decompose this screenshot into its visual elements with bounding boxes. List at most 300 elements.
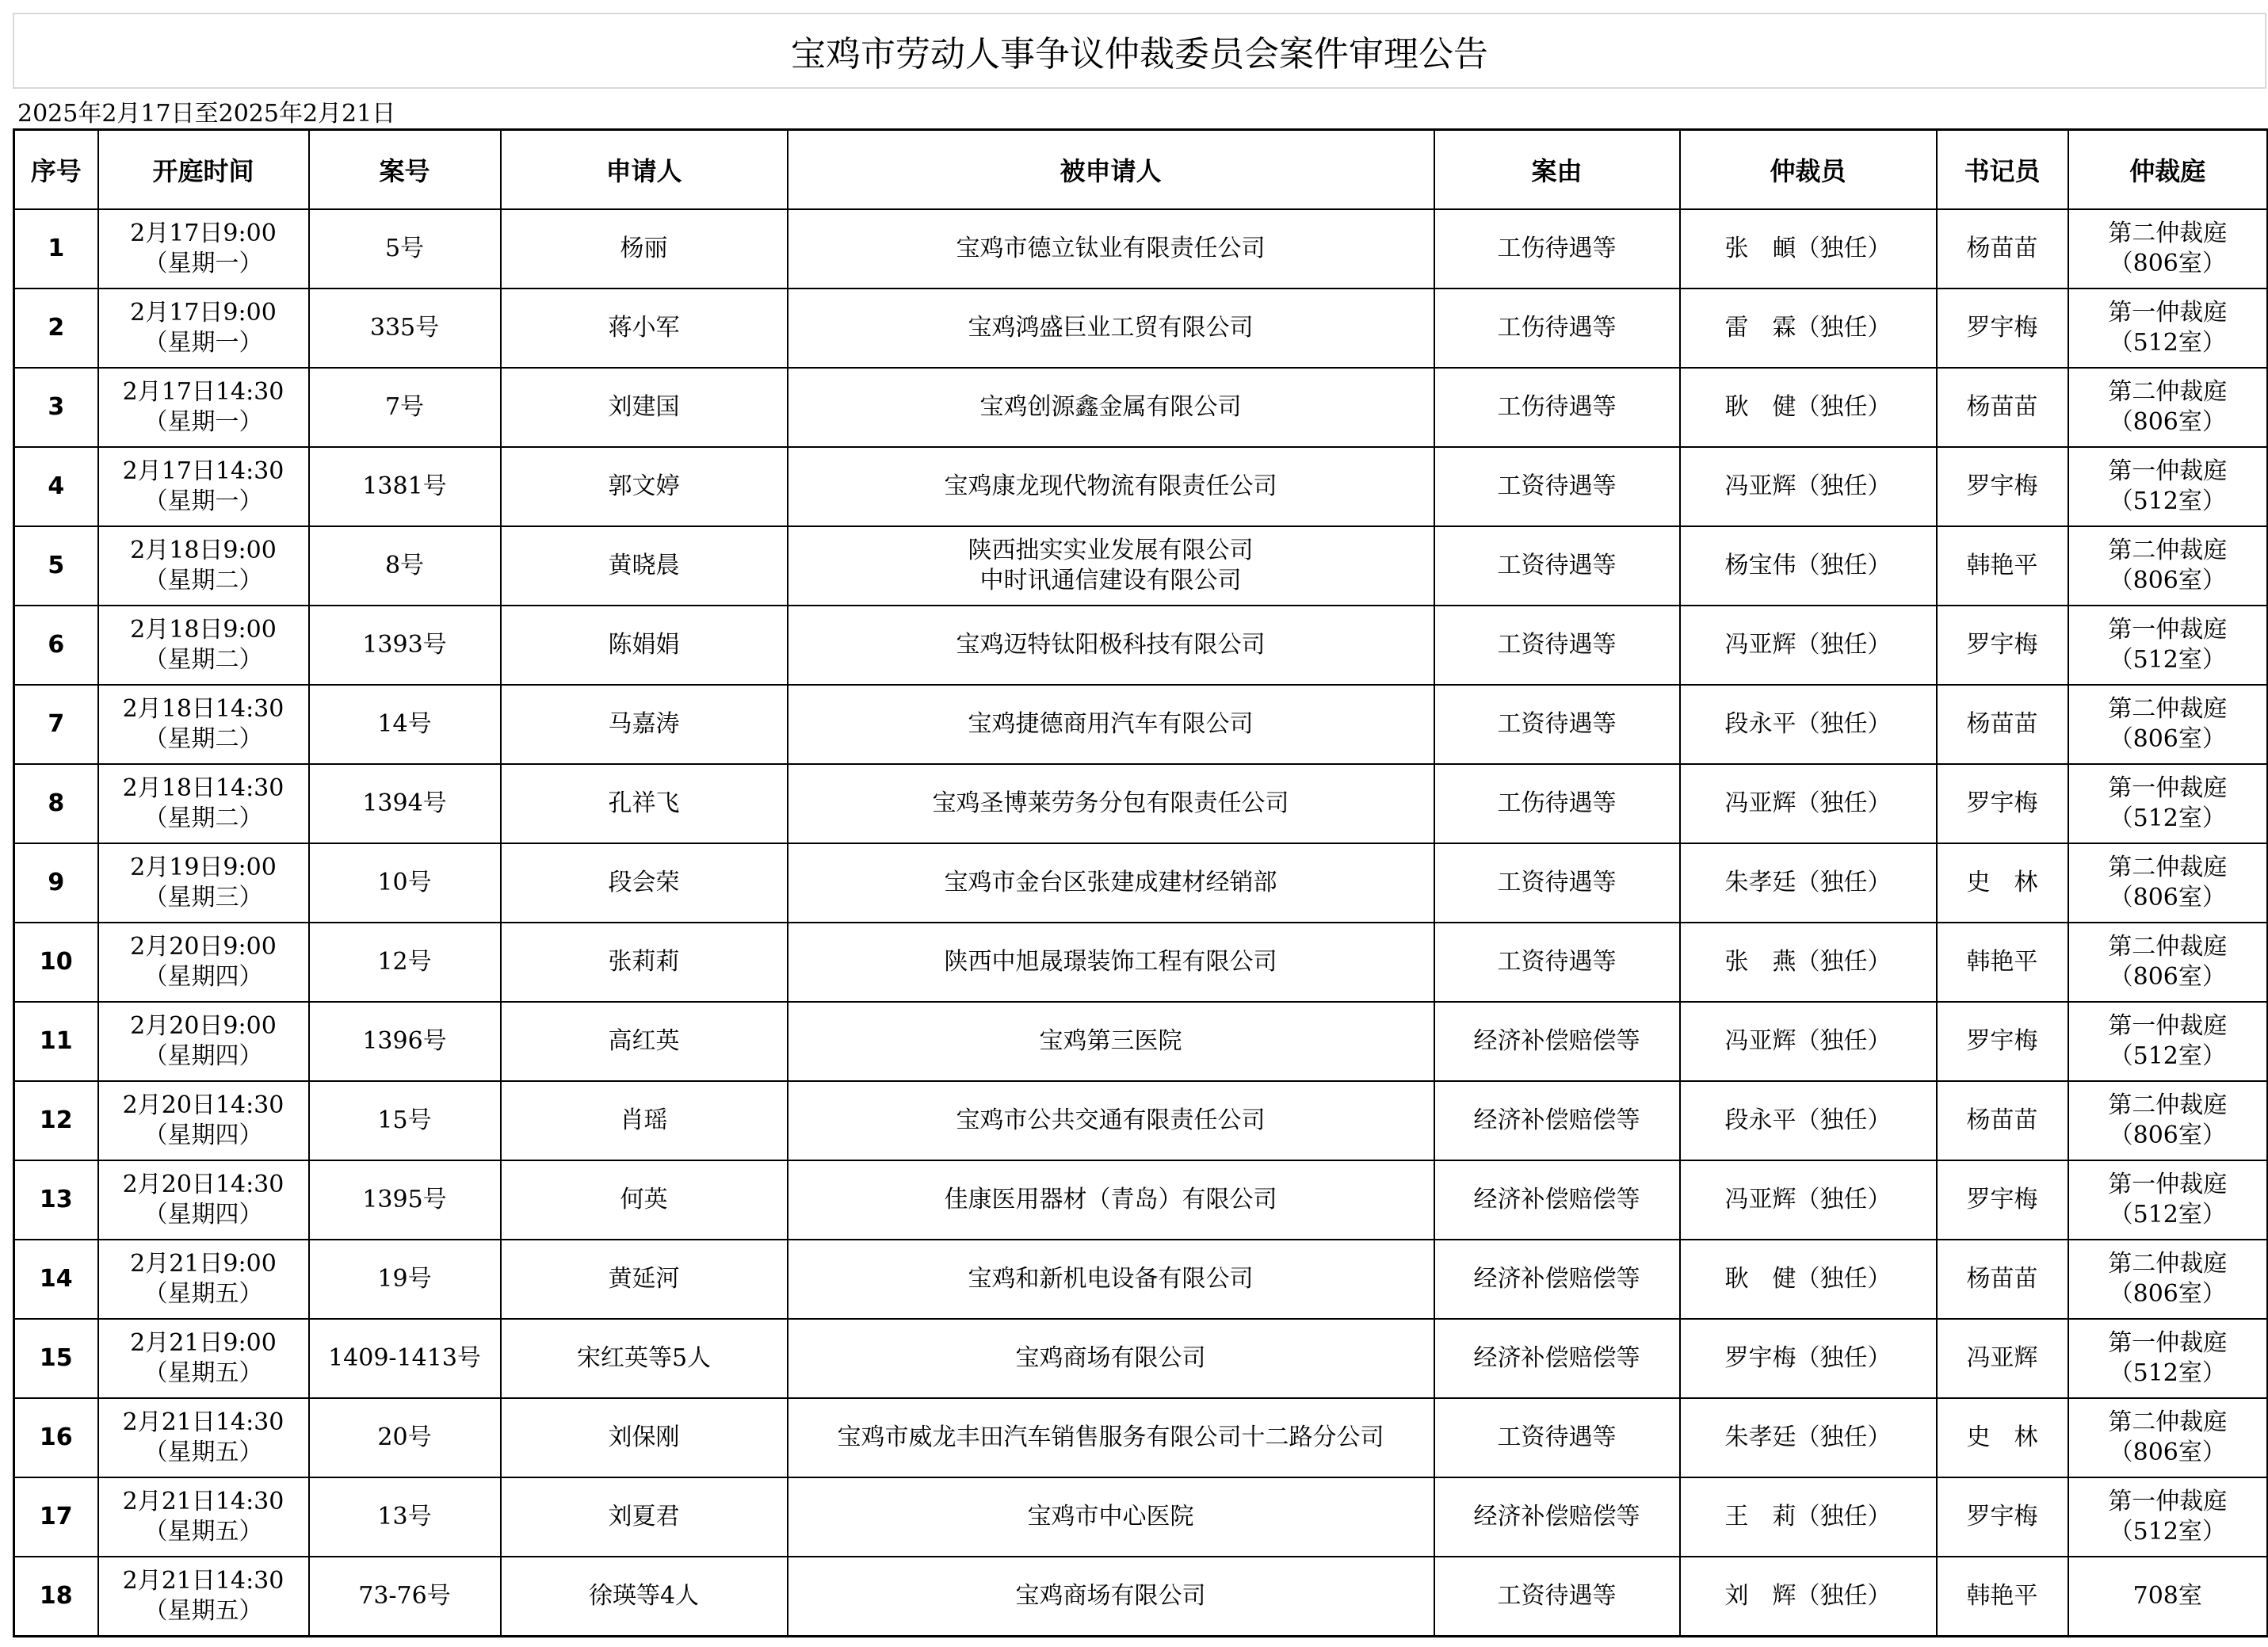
room-text: （512室） — [2109, 804, 2226, 832]
cell-court — [2068, 606, 2268, 685]
cell-arbitrator — [1680, 1240, 1937, 1319]
cell-court — [2068, 1557, 2268, 1637]
seq-text: 3 — [48, 393, 65, 421]
room-text: （806室） — [2109, 1439, 2226, 1466]
respondent-text: 宝鸡和新机电设备有限公司 — [968, 1265, 1254, 1293]
arbitrator-text: 罗宇梅（独任） — [1724, 1344, 1892, 1372]
cell-cause — [1434, 368, 1680, 447]
cell-arbitrator — [1680, 764, 1937, 843]
case-no-text: 1393号 — [362, 631, 447, 659]
weekday-text: （星期五） — [143, 1518, 263, 1546]
hearing-time-text: 2月17日9:00 — [130, 299, 277, 327]
cell-seq — [14, 1557, 98, 1637]
hearing-time-text: 2月19日9:00 — [130, 854, 277, 881]
cell-case-no — [309, 764, 501, 843]
applicant-text: 陈娟娟 — [608, 631, 680, 659]
seq-text: 12 — [39, 1106, 73, 1134]
respondent-text-2: 中时讯通信建设有限公司 — [979, 567, 1242, 594]
date-range: 2025年2月17日至2025年2月21日 — [17, 100, 396, 128]
room-text: （512室） — [2109, 1359, 2226, 1387]
respondent-text: 宝鸡圣博莱劳务分包有限责任公司 — [932, 789, 1289, 817]
applicant-text: 刘保刚 — [608, 1423, 680, 1451]
court-text: 第一仲裁庭 — [2108, 1329, 2228, 1357]
cell-hearing-time — [98, 1002, 309, 1081]
cell-applicant — [501, 1240, 788, 1319]
hearing-schedule-table — [13, 128, 2268, 1637]
clerk-text: 罗宇梅 — [1966, 314, 2038, 342]
cell-case-no — [309, 1002, 501, 1081]
cell-applicant — [501, 1319, 788, 1398]
room-text: （806室） — [2109, 725, 2226, 753]
announcement-sheet — [13, 13, 2266, 1644]
page-title: 宝鸡市劳动人事争议仲裁委员会案件审理公告 — [13, 13, 2266, 89]
cell-court — [2068, 685, 2268, 764]
cell-respondent — [788, 1240, 1434, 1319]
weekday-text: （星期五） — [143, 1280, 263, 1308]
seq-text: 1 — [48, 235, 65, 262]
cell-clerk — [1937, 1319, 2068, 1398]
cell-hearing-time — [98, 1240, 309, 1319]
clerk-text: 罗宇梅 — [1966, 1027, 2038, 1055]
arbitrator-text: 冯亚辉（独任） — [1724, 631, 1892, 659]
cell-seq — [14, 447, 98, 526]
applicant-text: 刘建国 — [608, 393, 680, 421]
cell-court — [2068, 1002, 2268, 1081]
court-text: 第二仲裁庭 — [2108, 537, 2228, 564]
court-text: 第一仲裁庭 — [2108, 1012, 2228, 1040]
cell-hearing-time — [98, 289, 309, 368]
cell-hearing-time — [98, 1477, 309, 1557]
cell-cause — [1434, 1081, 1680, 1160]
court-text: 第一仲裁庭 — [2108, 299, 2228, 327]
table-row — [14, 1002, 2268, 1081]
cell-clerk — [1937, 923, 2068, 1002]
cell-seq — [14, 1240, 98, 1319]
cell-seq — [14, 289, 98, 368]
respondent-text: 宝鸡市中心医院 — [1027, 1503, 1194, 1530]
room-text: （512室） — [2109, 487, 2226, 515]
case-no-text: 10号 — [377, 869, 432, 896]
cell-arbitrator — [1680, 209, 1937, 289]
cell-case-no — [309, 368, 501, 447]
seq-text: 5 — [48, 552, 65, 579]
cell-clerk — [1937, 764, 2068, 843]
respondent-text: 宝鸡迈特钛阳极科技有限公司 — [956, 631, 1266, 659]
case-no-text: 13号 — [377, 1503, 432, 1530]
table-row — [14, 923, 2268, 1002]
arbitrator-text: 张 燕（独任） — [1724, 948, 1892, 976]
respondent-text: 陕西拙实实业发展有限公司 — [968, 537, 1254, 564]
hearing-time-text: 2月21日14:30 — [122, 1567, 284, 1595]
room-text: （806室） — [2109, 408, 2226, 436]
case-no-text: 1396号 — [362, 1027, 447, 1055]
clerk-text: 杨苗苗 — [1966, 710, 2038, 738]
cell-case-no — [309, 526, 501, 606]
seq-text: 9 — [48, 869, 65, 896]
cell-clerk — [1937, 1081, 2068, 1160]
cell-case-no — [309, 209, 501, 289]
weekday-text: （星期五） — [143, 1359, 263, 1387]
cell-respondent — [788, 923, 1434, 1002]
room-text: （806室） — [2109, 250, 2226, 277]
court-text: 第一仲裁庭 — [2108, 616, 2228, 644]
cell-arbitrator — [1680, 606, 1937, 685]
table-row — [14, 209, 2268, 289]
cell-applicant — [501, 843, 788, 923]
cell-respondent — [788, 1160, 1434, 1240]
table-row — [14, 1398, 2268, 1477]
cell-hearing-time — [98, 1398, 309, 1477]
cell-applicant — [501, 209, 788, 289]
column-header-clerk: 书记员 — [1937, 130, 2068, 210]
cause-text: 工资待遇等 — [1497, 948, 1617, 976]
cell-court — [2068, 289, 2268, 368]
cell-arbitrator — [1680, 526, 1937, 606]
cause-text: 工资待遇等 — [1497, 869, 1617, 896]
cell-arbitrator — [1680, 1319, 1937, 1398]
cell-case-no — [309, 606, 501, 685]
applicant-text: 蒋小军 — [608, 314, 680, 342]
weekday-text: （星期二） — [143, 804, 263, 832]
cell-case-no — [309, 289, 501, 368]
cell-case-no — [309, 1081, 501, 1160]
cause-text: 工资待遇等 — [1497, 472, 1617, 500]
cell-clerk — [1937, 1160, 2068, 1240]
room-text: （806室） — [2109, 567, 2226, 594]
cell-applicant — [501, 764, 788, 843]
cell-applicant — [501, 606, 788, 685]
cell-court — [2068, 923, 2268, 1002]
room-text: （512室） — [2109, 1201, 2226, 1229]
table-row — [14, 1240, 2268, 1319]
case-no-text: 5号 — [384, 235, 425, 262]
cell-respondent — [788, 1319, 1434, 1398]
arbitrator-text: 冯亚辉（独任） — [1724, 1186, 1892, 1213]
case-no-text: 19号 — [377, 1265, 432, 1293]
cell-clerk — [1937, 526, 2068, 606]
cell-applicant — [501, 1477, 788, 1557]
cell-cause — [1434, 1398, 1680, 1477]
cell-clerk — [1937, 209, 2068, 289]
cell-case-no — [309, 843, 501, 923]
arbitrator-text: 王 莉（独任） — [1724, 1503, 1892, 1530]
seq-text: 8 — [48, 789, 65, 817]
cell-applicant — [501, 368, 788, 447]
hearing-time-text: 2月20日14:30 — [122, 1171, 284, 1198]
cell-applicant — [501, 1557, 788, 1637]
arbitrator-text: 刘 辉（独任） — [1724, 1582, 1892, 1610]
cell-hearing-time — [98, 685, 309, 764]
cell-arbitrator — [1680, 447, 1937, 526]
respondent-text: 宝鸡市德立钛业有限责任公司 — [956, 235, 1266, 262]
case-no-text: 14号 — [377, 710, 432, 738]
cell-hearing-time — [98, 447, 309, 526]
hearing-time-text: 2月18日14:30 — [122, 774, 284, 802]
applicant-text: 张莉莉 — [608, 948, 680, 976]
cell-clerk — [1937, 1557, 2068, 1637]
cell-cause — [1434, 526, 1680, 606]
clerk-text: 罗宇梅 — [1966, 631, 2038, 659]
hearing-time-text: 2月18日9:00 — [130, 537, 277, 564]
room-text: （806室） — [2109, 884, 2226, 911]
seq-text: 13 — [39, 1186, 73, 1213]
table-row — [14, 764, 2268, 843]
weekday-text: （星期二） — [143, 725, 263, 753]
clerk-text: 韩艳平 — [1966, 948, 2038, 976]
court-text: 第一仲裁庭 — [2108, 774, 2228, 802]
cell-cause — [1434, 1319, 1680, 1398]
cause-text: 经济补偿赔偿等 — [1473, 1265, 1640, 1293]
cell-case-no — [309, 1477, 501, 1557]
court-text: 第二仲裁庭 — [2108, 378, 2228, 406]
cell-clerk — [1937, 289, 2068, 368]
cell-respondent — [788, 764, 1434, 843]
room-text: （512室） — [2109, 1518, 2226, 1546]
cell-seq — [14, 764, 98, 843]
cell-cause — [1434, 923, 1680, 1002]
column-header-hearing-time: 开庭时间 — [98, 130, 309, 210]
hearing-time-text: 2月20日9:00 — [130, 1012, 277, 1040]
column-header-court: 仲裁庭 — [2068, 130, 2268, 210]
cell-arbitrator — [1680, 1160, 1937, 1240]
cell-court — [2068, 447, 2268, 526]
cell-cause — [1434, 1160, 1680, 1240]
cause-text: 工资待遇等 — [1497, 552, 1617, 579]
arbitrator-text: 耿 健（独任） — [1724, 393, 1892, 421]
seq-text: 14 — [39, 1265, 73, 1293]
cell-court — [2068, 1081, 2268, 1160]
respondent-text: 宝鸡鸿盛巨业工贸有限公司 — [968, 314, 1254, 342]
cell-cause — [1434, 1477, 1680, 1557]
cell-respondent — [788, 1477, 1434, 1557]
cell-hearing-time — [98, 843, 309, 923]
seq-text: 16 — [39, 1423, 73, 1451]
weekday-text: （星期一） — [143, 329, 263, 357]
clerk-text: 罗宇梅 — [1966, 789, 2038, 817]
cell-hearing-time — [98, 606, 309, 685]
respondent-text: 宝鸡捷德商用汽车有限公司 — [968, 710, 1254, 738]
cell-hearing-time — [98, 209, 309, 289]
cause-text: 工伤待遇等 — [1497, 314, 1617, 342]
cell-court — [2068, 1319, 2268, 1398]
hearing-time-text: 2月21日9:00 — [130, 1250, 277, 1278]
cell-clerk — [1937, 1398, 2068, 1477]
seq-text: 7 — [48, 710, 65, 738]
hearing-time-text: 2月17日14:30 — [122, 378, 284, 406]
clerk-text: 罗宇梅 — [1966, 1503, 2038, 1530]
cell-seq — [14, 209, 98, 289]
table-row — [14, 1160, 2268, 1240]
column-header-seq: 序号 — [14, 130, 98, 210]
clerk-text: 史 林 — [1966, 869, 2038, 896]
case-no-text: 1381号 — [362, 472, 447, 500]
cell-hearing-time — [98, 1319, 309, 1398]
seq-text: 2 — [48, 314, 65, 342]
table-row — [14, 1081, 2268, 1160]
weekday-text: （星期四） — [143, 1122, 263, 1149]
arbitrator-text: 耿 健（独任） — [1724, 1265, 1892, 1293]
case-no-text: 1394号 — [362, 789, 447, 817]
respondent-text: 宝鸡市公共交通有限责任公司 — [956, 1106, 1266, 1134]
cause-text: 工资待遇等 — [1497, 1423, 1617, 1451]
clerk-text: 罗宇梅 — [1966, 1186, 2038, 1213]
clerk-text: 史 林 — [1966, 1423, 2038, 1451]
cell-clerk — [1937, 843, 2068, 923]
cell-applicant — [501, 685, 788, 764]
hearing-time-text: 2月17日14:30 — [122, 457, 284, 485]
applicant-text: 黄晓晨 — [608, 552, 680, 579]
cell-clerk — [1937, 685, 2068, 764]
arbitrator-text: 段永平（独任） — [1724, 710, 1892, 738]
cell-arbitrator — [1680, 843, 1937, 923]
court-text: 第二仲裁庭 — [2108, 1091, 2228, 1119]
cell-respondent — [788, 1398, 1434, 1477]
hearing-time-text: 2月21日14:30 — [122, 1488, 284, 1515]
room-text: （512室） — [2109, 1042, 2226, 1070]
clerk-text: 杨苗苗 — [1966, 393, 2038, 421]
arbitrator-text: 段永平（独任） — [1724, 1106, 1892, 1134]
cell-arbitrator — [1680, 1398, 1937, 1477]
arbitrator-text: 冯亚辉（独任） — [1724, 472, 1892, 500]
cause-text: 工资待遇等 — [1497, 1582, 1617, 1610]
cell-case-no — [309, 447, 501, 526]
cell-applicant — [501, 923, 788, 1002]
case-no-text: 15号 — [377, 1106, 432, 1134]
respondent-text: 宝鸡第三医院 — [1039, 1027, 1182, 1055]
applicant-text: 宋红英等5人 — [576, 1344, 712, 1372]
cell-seq — [14, 685, 98, 764]
respondent-text: 佳康医用器材（青岛）有限公司 — [944, 1186, 1277, 1213]
arbitrator-text: 朱孝廷（独任） — [1724, 869, 1892, 896]
cell-hearing-time — [98, 368, 309, 447]
table-row — [14, 1557, 2268, 1637]
case-no-text: 1409-1413号 — [328, 1344, 481, 1372]
cell-seq — [14, 1160, 98, 1240]
column-header-respondent: 被申请人 — [788, 130, 1434, 210]
clerk-text: 杨苗苗 — [1966, 235, 2038, 262]
room-text: （512室） — [2109, 646, 2226, 674]
seq-text: 17 — [39, 1503, 73, 1530]
clerk-text: 韩艳平 — [1966, 552, 2038, 579]
seq-text: 18 — [39, 1582, 73, 1610]
cause-text: 工伤待遇等 — [1497, 235, 1617, 262]
case-no-text: 12号 — [377, 948, 432, 976]
cell-respondent — [788, 526, 1434, 606]
hearing-time-text: 2月21日14:30 — [122, 1408, 284, 1436]
cell-respondent — [788, 368, 1434, 447]
respondent-text: 宝鸡商场有限公司 — [1015, 1582, 1206, 1610]
room-text: （806室） — [2109, 963, 2226, 991]
court-text: 第二仲裁庭 — [2108, 1250, 2228, 1278]
cell-hearing-time — [98, 526, 309, 606]
applicant-text: 马嘉涛 — [608, 710, 680, 738]
cell-respondent — [788, 1081, 1434, 1160]
table-row — [14, 1319, 2268, 1398]
column-header-arbitrator: 仲裁员 — [1680, 130, 1937, 210]
cell-cause — [1434, 843, 1680, 923]
cell-cause — [1434, 289, 1680, 368]
cell-applicant — [501, 289, 788, 368]
weekday-text: （星期四） — [143, 963, 263, 991]
applicant-text: 徐瑛等4人 — [588, 1582, 700, 1610]
applicant-text: 肖瑶 — [620, 1106, 668, 1134]
cell-seq — [14, 1002, 98, 1081]
clerk-text: 罗宇梅 — [1966, 472, 2038, 500]
seq-text: 4 — [48, 472, 65, 500]
court-text: 第二仲裁庭 — [2108, 695, 2228, 723]
table-row — [14, 843, 2268, 923]
cell-cause — [1434, 1002, 1680, 1081]
table-row — [14, 289, 2268, 368]
cell-hearing-time — [98, 1081, 309, 1160]
cell-respondent — [788, 1557, 1434, 1637]
cause-text: 经济补偿赔偿等 — [1473, 1186, 1640, 1213]
cause-text: 工伤待遇等 — [1497, 789, 1617, 817]
cell-applicant — [501, 1398, 788, 1477]
cell-cause — [1434, 606, 1680, 685]
cause-text: 工伤待遇等 — [1497, 393, 1617, 421]
cell-cause — [1434, 685, 1680, 764]
table-row — [14, 526, 2268, 606]
seq-text: 11 — [39, 1027, 73, 1055]
table-row — [14, 447, 2268, 526]
cell-respondent — [788, 447, 1434, 526]
court-text: 第一仲裁庭 — [2108, 457, 2228, 485]
arbitrator-text: 冯亚辉（独任） — [1724, 789, 1892, 817]
cell-arbitrator — [1680, 1081, 1937, 1160]
room-text: （806室） — [2109, 1122, 2226, 1149]
cell-case-no — [309, 923, 501, 1002]
cause-text: 经济补偿赔偿等 — [1473, 1106, 1640, 1134]
hearing-time-text: 2月20日9:00 — [130, 933, 277, 961]
court-text: 第二仲裁庭 — [2108, 1408, 2228, 1436]
seq-text: 6 — [48, 631, 65, 659]
respondent-text: 宝鸡创源鑫金属有限公司 — [979, 393, 1242, 421]
cell-seq — [14, 368, 98, 447]
hearing-time-text: 2月18日9:00 — [130, 616, 277, 644]
applicant-text: 郭文婷 — [608, 472, 680, 500]
court-text: 第一仲裁庭 — [2108, 1488, 2228, 1515]
cause-text: 经济补偿赔偿等 — [1473, 1344, 1640, 1372]
weekday-text: （星期三） — [143, 884, 263, 911]
clerk-text: 杨苗苗 — [1966, 1265, 2038, 1293]
case-no-text: 8号 — [384, 552, 425, 579]
case-no-text: 20号 — [377, 1423, 432, 1451]
cause-text: 经济补偿赔偿等 — [1473, 1027, 1640, 1055]
clerk-text: 韩艳平 — [1966, 1582, 2038, 1610]
cell-case-no — [309, 1557, 501, 1637]
court-text: 第二仲裁庭 — [2108, 854, 2228, 881]
cell-case-no — [309, 1398, 501, 1477]
case-no-text: 73-76号 — [358, 1582, 451, 1610]
cell-cause — [1434, 764, 1680, 843]
cell-clerk — [1937, 1477, 2068, 1557]
cell-hearing-time — [98, 923, 309, 1002]
cell-arbitrator — [1680, 289, 1937, 368]
cell-hearing-time — [98, 1160, 309, 1240]
cell-clerk — [1937, 368, 2068, 447]
cell-court — [2068, 368, 2268, 447]
column-header-cause: 案由 — [1434, 130, 1680, 210]
cell-arbitrator — [1680, 923, 1937, 1002]
cell-cause — [1434, 209, 1680, 289]
court-text: 第二仲裁庭 — [2108, 933, 2228, 961]
cell-applicant — [501, 1002, 788, 1081]
cell-arbitrator — [1680, 1477, 1937, 1557]
weekday-text: （星期四） — [143, 1201, 263, 1229]
arbitrator-text: 杨宝伟（独任） — [1724, 552, 1892, 579]
table-row — [14, 368, 2268, 447]
